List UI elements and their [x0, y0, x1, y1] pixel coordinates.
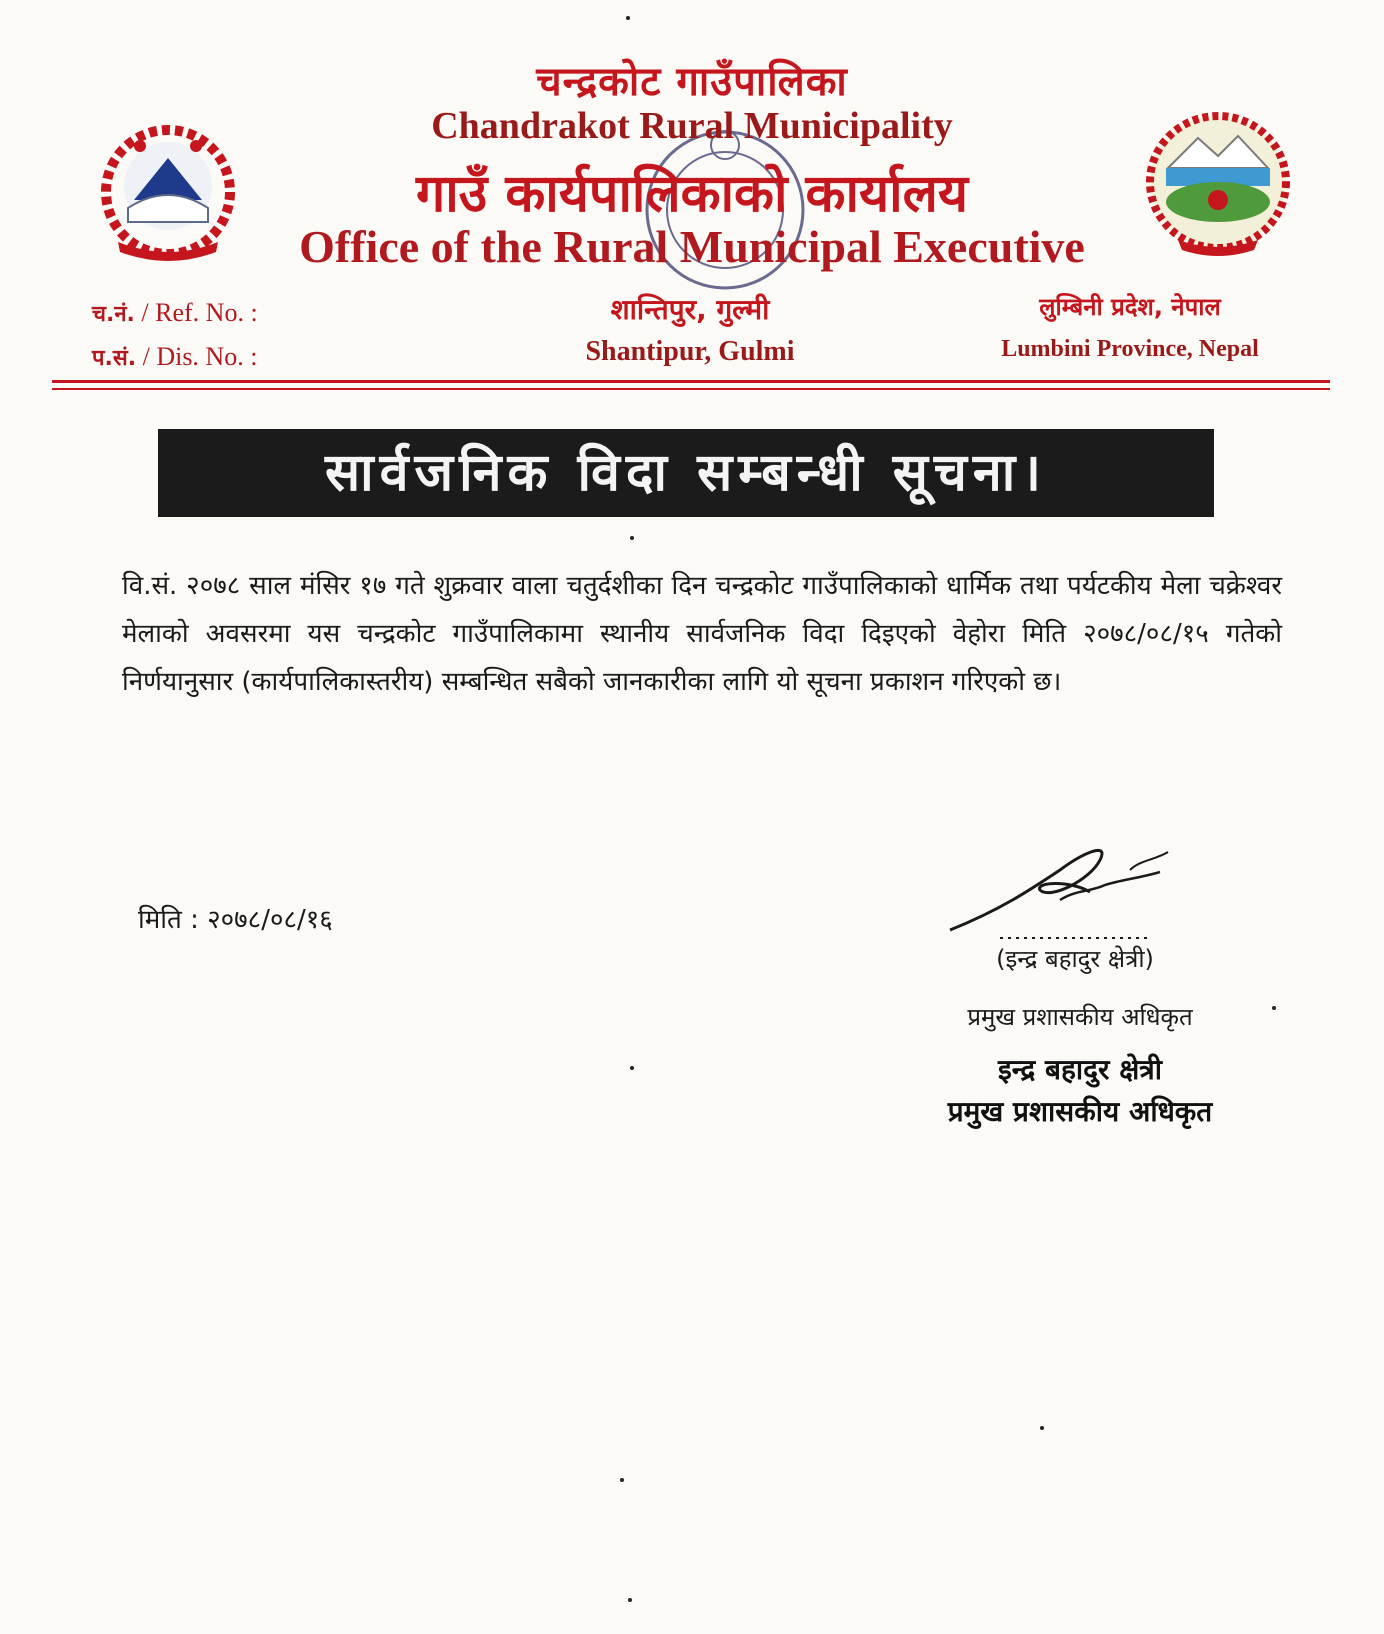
province-np: लुम्बिनी प्रदेश, नेपाल: [1039, 293, 1221, 321]
signatory-title-stamp: प्रमुख प्रशासकीय अधिकृत: [947, 1095, 1213, 1128]
address-np: शान्तिपुर, गुल्मी: [610, 293, 770, 326]
scan-speck: [628, 1598, 632, 1602]
scan-speck: [630, 536, 634, 540]
municipality-name-en: Chandrakot Rural Municipality: [431, 105, 953, 147]
notice-title: सार्वजनिक विदा सम्बन्धी सूचना।: [158, 429, 1214, 517]
notice-date: मिति : २०७८/०८/१६: [138, 905, 333, 935]
scan-speck: [1272, 1006, 1276, 1010]
header-divider: [52, 380, 1330, 383]
scan-speck: [626, 16, 630, 20]
municipality-name-np: चन्द्रकोट गाउँपालिका: [536, 59, 848, 105]
scan-speck: [620, 1478, 624, 1482]
address-en: Shantipur, Gulmi: [585, 336, 795, 367]
scan-speck: [630, 1066, 634, 1070]
handwritten-signature: [940, 830, 1200, 950]
ref-number-label: च.नं. / Ref. No. :: [92, 298, 258, 327]
signatory-name-stamp: इन्द्र बहादुर क्षेत्री: [998, 1053, 1162, 1086]
office-name-np: गाउँ कार्यपालिकाको कार्यालय: [416, 164, 968, 224]
province-en: Lumbini Province, Nepal: [1001, 336, 1259, 362]
office-name-en: Office of the Rural Municipal Executive: [299, 221, 1085, 272]
notice-body: वि.सं. २०७८ साल मंसिर १७ गते शुक्रवार वाला चतुर्दशीका दिन चन्द्रकोट गाउँपालिकाको धार्मिक तथा पर्यटकीय मेला चक्रेश्वर मेलाको अवसरमा यस चन्द्रकोट गाउँपालिकामा स्थानीय सार्वजनिक विदा दिइएको वेहोरा मिति २०७८/०८/१५ गतेको निर्णयानुसार (कार्यपालिकास्तरीय) सम्बन्धित सबैको जानकारीका लागि यो सूचना प्रकाशन गरिएको छ।: [122, 571, 1282, 697]
header-divider-thin: [52, 388, 1330, 390]
signatory-name-handwritten: (इन्द्र बहादुर क्षेत्री): [996, 945, 1154, 973]
dispatch-number-label: प.सं. / Dis. No. :: [92, 342, 258, 371]
scan-speck: [1040, 1426, 1044, 1430]
signatory-title-handwritten: प्रमुख प्रशासकीय अधिकृत: [967, 1003, 1193, 1031]
